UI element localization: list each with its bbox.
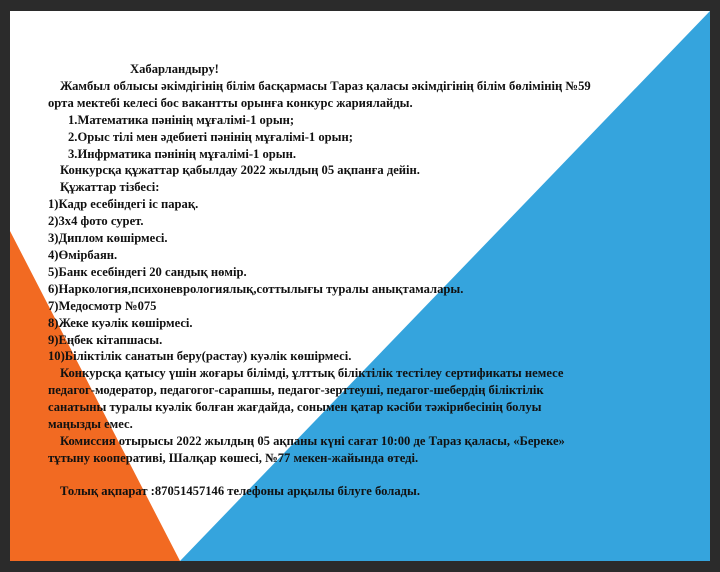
document-item: 3)Диплом көшірмесі. — [48, 231, 168, 246]
slide — [10, 11, 710, 561]
document-item: 5)Банк есебіндегі 20 сандық нөмір. — [48, 264, 247, 279]
contact-line: Толық ақпарат :87051457146 телефоны арқылы білуге болады. — [60, 483, 420, 498]
document-item: 1)Кадр есебіндегі іс парақ. — [48, 197, 199, 212]
intro-line-2: орта мектебі келесі бос вакантты орынға конкурс жариялайды. — [48, 95, 413, 110]
note-line: маңызды емес. — [48, 417, 133, 432]
position-item: 1.Математика пәнінің мұғалімі-1 орын; — [68, 112, 295, 127]
note-line: санатыны туралы куәлік болған жағдайда, сонымен қатар кәсіби тәжірибесінің болуы — [48, 400, 542, 415]
document-item: 2)3х4 фото сурет. — [48, 214, 144, 229]
intro-line-1: Жамбыл облысы әкімдігінің білім басқармасы Тараз қаласы әкімдігінің білім бөлімінің №59 — [60, 78, 591, 93]
note-line: педагог-модератор, педагогог-сарапшы, педагог-зерттеуші, педагог-шебердің біліктілік — [48, 383, 544, 398]
note-line: Конкурсқа қатысу үшін жоғары білімді, ұлттық біліктілік тестілеу сертификаты немесе — [60, 366, 564, 381]
document-item: 8)Жеке куәлік көшірмесі. — [48, 315, 193, 330]
commission-line-1: Комиссия отырысы 2022 жылдың 05 ақпаны күні сағат 10:00 де Тараз қаласы, «Береке» — [60, 433, 565, 448]
document-item: 4)Өмірбаян. — [48, 247, 118, 262]
document-item: 9)Еңбек кітапшасы. — [48, 332, 163, 347]
documents-heading: Құжаттар тізбесі: — [60, 180, 160, 195]
position-item: 3.Инфрматика пәнінің мұғалімі-1 орын. — [68, 146, 297, 161]
commission-line-2: тұтыну кооперативі, Шалқар көшесі, №77 мекен-жайында өтеді. — [48, 450, 419, 465]
document-item: 7)Медосмотр №075 — [48, 298, 157, 313]
spacer — [48, 467, 688, 483]
announcement-text — [48, 61, 688, 500]
announcement-title: Хабарландыру! — [130, 62, 219, 76]
document-item: 6)Наркология,психоневрологиялық,соттылығы туралы анықтамалары. — [48, 281, 464, 296]
position-item: 2.Орыс тілі мен әдебиеті пәнінің мұғалімі-1 орын; — [68, 129, 353, 144]
deadline-line: Конкурсқа құжаттар қабылдау 2022 жылдың 05 ақпанға дейін. — [60, 163, 420, 178]
document-item: 10)Біліктілік санатын беру(растау) куәлік көшірмесі. — [48, 349, 352, 364]
